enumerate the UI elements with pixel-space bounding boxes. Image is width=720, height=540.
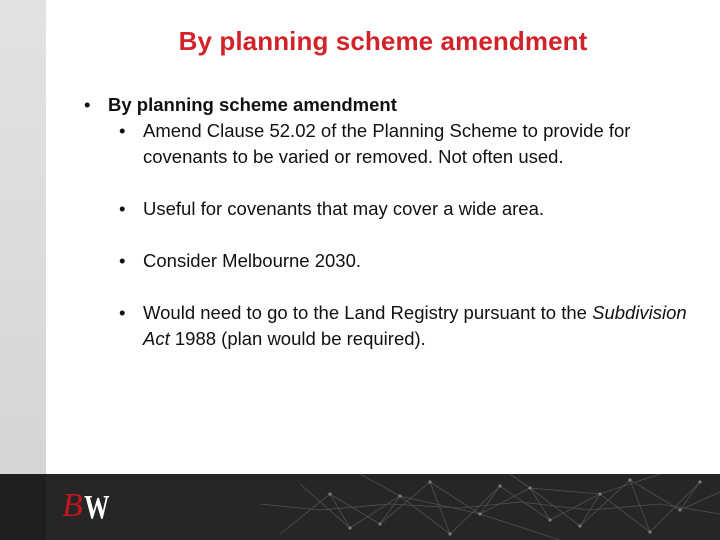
bullet-icon: • [119,250,126,271]
footer-bar [0,474,720,540]
bullet-icon: • [119,198,126,219]
bullet-icon: • [84,94,91,115]
company-logo [58,486,128,534]
left-side-bar [0,0,46,540]
bullet-level1 [80,92,700,118]
bullet-icon: • [119,120,126,141]
bullet-level2 [80,248,700,274]
bullet-icon: • [119,302,126,323]
bullet-level2 [80,300,700,352]
bullet-text: By planning scheme amendment [108,94,397,115]
bullet-text: Useful for covenants that may cover a wide area. [143,198,545,219]
bullet-level2 [80,196,700,222]
bullet-text: Consider Melbourne 2030. [143,250,362,271]
act-name: Subdivision Act [143,302,687,349]
network-pattern-icon [260,474,720,540]
bullet-text: Amend Clause 52.02 of the Planning Scheme to provide for covenants to be varied or removed. Not often used. [143,120,631,167]
bullet-text: Would need to go to the Land Registry pursuant to the Subdivision Act 1988 (plan would be required). [143,302,687,349]
bullet-list [80,92,700,352]
logo-letter-b: B [62,487,83,524]
bullet-level2 [80,118,700,170]
logo-letter-w: W [84,489,110,526]
footer-left-block [0,474,46,540]
slide-title: By planning scheme amendment [178,26,588,56]
